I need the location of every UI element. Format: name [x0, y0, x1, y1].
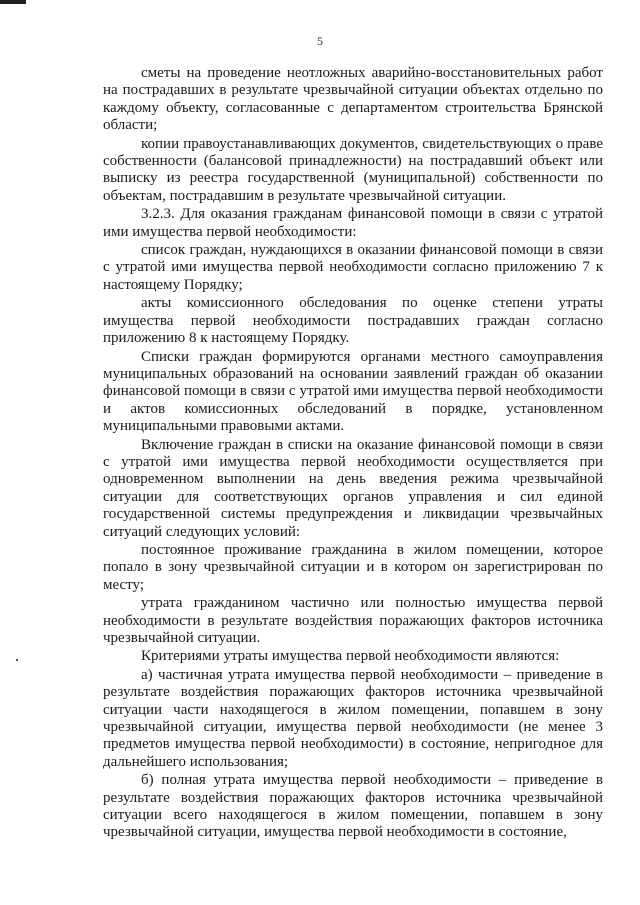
paragraph-inclusion-conditions: Включение граждан в списки на оказание финансовой помощи в связи с утратой ими имущества первой необходимости осуществляется при одновременном выполнении на день введения режима чрезвычайной ситуации для соответствующих органов управления и сил единой государственной системы предупреждения и ликвидации чрезвычайных ситуаций следующих условий:: [103, 436, 603, 540]
page-number: 5: [317, 34, 323, 48]
paragraph-ownership-documents: копии правоустанавливающих документов, свидетельствующих о праве собственности (балансовой принадлежности) на пострадавший объект или выписку из реестра государственной (муниципальной) собственности по объектам, пострадавшим в результате чрезвычайной ситуации.: [103, 135, 603, 204]
paragraph-estimates: сметы на проведение неотложных аварийно-восстановительных работ на пострадавших в результате чрезвычайной ситуации объектах отдельно по каждому объекту, согласованные с департаментом строительства Брянской области;: [103, 65, 603, 134]
paragraph-residence-condition: постоянное проживание гражданина в жилом помещении, которое попало в зону чрезвычайной ситуации и в котором он зарегистрирован по месту;: [103, 541, 603, 593]
paragraph-inspection-acts: акты комиссионного обследования по оценке степени утраты имущества первой необходимости пострадавших граждан согласно приложению 8 к настоящему Порядку.: [103, 295, 603, 347]
paragraph-list-formation: Списки граждан формируются органами местного самоуправления муниципальных образований на основании заявлений граждан об оказании финансовой помощи в связи с утратой ими имущества первой необходимости и актов комиссионных обследований в порядке, установленном муниципальными правовыми актами.: [103, 348, 603, 435]
paragraph-section-3-2-3: 3.2.3. Для оказания гражданам финансовой помощи в связи с утратой ими имущества первой необходимости:: [103, 206, 603, 240]
paragraph-partial-loss: а) частичная утрата имущества первой необходимости – приведение в результате воздействия поражающих факторов источника чрезвычайной ситуации части находящегося в жилом помещении, попавшем в зону чрезвычайной ситуации, имущества первой необходимости (не менее 3 предметов имущества первой необходимости) в состояние, непригодное для дальнейшего использования;: [103, 666, 603, 770]
paragraph-citizen-list: список граждан, нуждающихся в оказании финансовой помощи в связи с утратой ими имущества первой необходимости согласно приложению 7 к настоящему Порядку;: [103, 242, 603, 293]
paragraph-full-loss: б) полная утрата имущества первой необходимости – приведение в результате воздействия поражающих факторов источника чрезвычайной ситуации всего находящегося в жилом помещении, попавшем в зону чрезвычайной ситуации, имущества первой необходимости в состояние,: [103, 772, 603, 841]
scan-mark: [0, 0, 26, 4]
paragraph-criteria-heading: Критериями утраты имущества первой необходимости являются:: [141, 648, 560, 665]
paragraph-loss-condition: утрата гражданином частично или полностью имущества первой необходимости в результате воздействия поражающих факторов источника чрезвычайной ситуации.: [103, 595, 603, 646]
document-body: [103, 65, 603, 842]
scan-dot: [16, 659, 18, 661]
